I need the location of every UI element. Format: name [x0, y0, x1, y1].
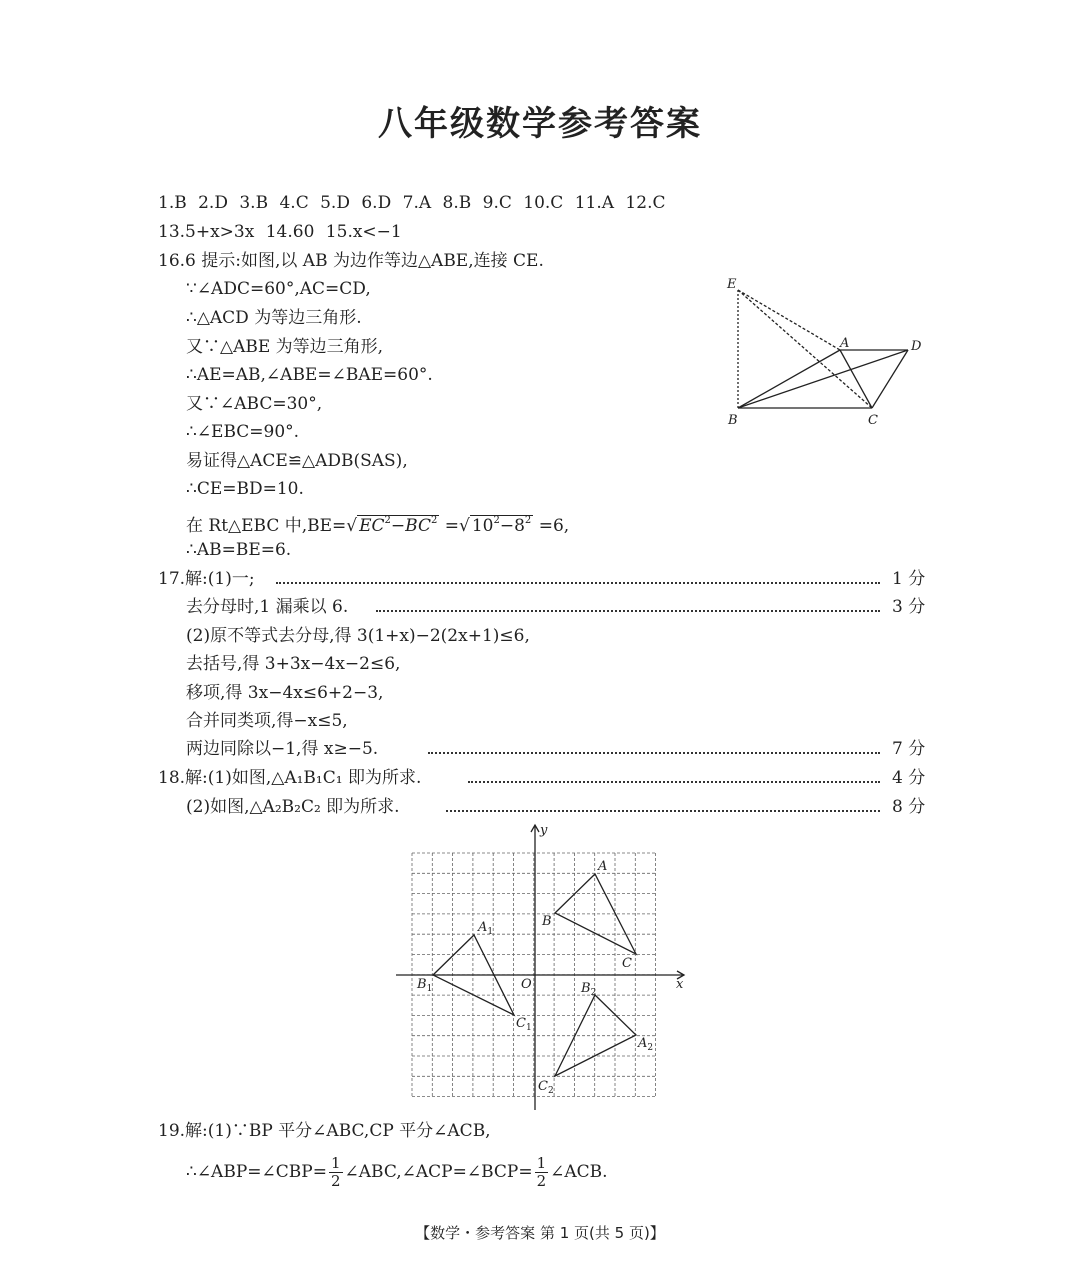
- q18-score-2: 8 分: [892, 797, 926, 817]
- q19-line-2-c: ∠ACB.: [550, 1162, 608, 1182]
- q16-line-6: ∴∠EBC=90°.: [186, 422, 300, 442]
- q16-line-1: ∵∠ADC=60°,AC=CD,: [186, 279, 371, 299]
- q16-rad1-bc: −BC: [390, 516, 431, 536]
- q19-line-2: [186, 1150, 608, 1194]
- q16-head: 16.6 提示:如图,以 AB 为边作等边△ABE,连接 CE.: [158, 251, 544, 271]
- q16-line-10: ∴AB=BE=6.: [186, 540, 292, 560]
- fraction-numerator: 1: [330, 1154, 341, 1172]
- dot-leader-3: [428, 752, 880, 754]
- q19-line-2-b: ∠ABC,∠ACP=∠BCP=: [344, 1162, 533, 1182]
- label-a2: $A_2$: [638, 1036, 654, 1053]
- q17-line-7: 两边同除以−1,得 x≥−5.: [186, 739, 379, 759]
- q16-line-5: 又∵∠ABC=30°,: [186, 394, 323, 414]
- q16-figure: [720, 272, 940, 432]
- page-footer: 【数学・参考答案 第 1 页(共 5 页)】: [415, 1224, 665, 1242]
- origin-label: O: [521, 977, 532, 992]
- label-b: B: [542, 914, 552, 929]
- label-b1: $B_1$: [417, 977, 433, 994]
- q18-score-1: 4 分: [892, 768, 926, 788]
- q16-rad1-exp1: 2: [384, 515, 391, 526]
- q16-line-3: 又∵△ABE 为等边三角形,: [186, 337, 384, 357]
- label-e: E: [727, 277, 737, 292]
- fraction-denominator: 2: [330, 1172, 341, 1190]
- q16-line-7: 易证得△ACE≌△ADB(SAS),: [186, 451, 408, 471]
- answers-row-2: 13.5+x>3x 14.60 15.x<−1: [158, 222, 402, 242]
- q17-line-1: 17.解:(1)一;: [158, 569, 255, 589]
- label-a: A: [598, 859, 608, 874]
- q17-score-7: 7 分: [892, 739, 926, 759]
- label-c2: $C_2$: [538, 1079, 554, 1096]
- label-b2: $B_2$: [581, 981, 597, 998]
- edge-ea: [738, 290, 840, 350]
- q17-line-2: 去分母时,1 漏乘以 6.: [186, 597, 349, 617]
- q16-rad2-8: −8: [499, 516, 525, 536]
- q16-radicand-1: [357, 515, 439, 536]
- dot-leader-2: [376, 610, 880, 612]
- q16-rad2-exp2: 2: [524, 515, 532, 526]
- edge-ac: [840, 350, 872, 408]
- q16-rad1-ec: EC: [359, 516, 385, 536]
- q16-line-2: ∴△ACD 为等边三角形.: [186, 308, 362, 328]
- y-axis-label: y: [540, 823, 548, 838]
- q16-radicand-2: [470, 515, 533, 536]
- q16-rad1-exp2: 2: [430, 515, 438, 526]
- q19-line-2-a: ∴∠ABP=∠CBP=: [186, 1162, 327, 1182]
- edge-ec: [738, 290, 872, 408]
- label-c: C: [868, 413, 878, 428]
- q18-coordinate-grid: [390, 820, 690, 1115]
- q16-rad2-10: 10: [471, 516, 494, 536]
- label-a1: $A_1$: [478, 920, 494, 937]
- q17-score-1: 1 分: [892, 569, 926, 589]
- page-title: 八年级数学参考答案: [378, 104, 702, 144]
- label-a: A: [840, 336, 850, 351]
- q16-line-9: [186, 510, 569, 537]
- q16-line-8: ∴CE=BD=10.: [186, 479, 304, 499]
- q18-line-2: (2)如图,△A₂B₂C₂ 即为所求.: [186, 797, 400, 817]
- fraction-half-2: [535, 1155, 549, 1190]
- q17-line-6: 合并同类项,得−x≤5,: [186, 711, 348, 731]
- label-b: B: [728, 413, 738, 428]
- q16-rad2-exp1: 2: [493, 515, 500, 526]
- dot-leader-4: [468, 781, 880, 783]
- fraction-half-1: [329, 1155, 343, 1190]
- q17-line-3: (2)原不等式去分母,得 3(1+x)−2(2x+1)≤6,: [186, 626, 530, 646]
- label-d: D: [911, 339, 922, 354]
- q18-line-1: 18.解:(1)如图,△A₁B₁C₁ 即为所求.: [158, 768, 422, 788]
- dot-leader-1: [276, 582, 880, 584]
- label-c1: $C_1$: [516, 1016, 532, 1033]
- fraction-denominator: 2: [536, 1172, 547, 1190]
- edge-dc: [872, 350, 908, 408]
- q16-line-4: ∴AE=AB,∠ABE=∠BAE=60°.: [186, 365, 433, 385]
- q17-line-4: 去括号,得 3+3x−4x−2≤6,: [186, 654, 401, 674]
- dot-leader-5: [446, 810, 880, 812]
- label-c: C: [622, 956, 632, 971]
- q17-line-5: 移项,得 3x−4x≤6+2−3,: [186, 683, 384, 703]
- answers-row-1: 1.B 2.D 3.B 4.C 5.D 6.D 7.A 8.B 9.C 10.C 11.A 12.C: [158, 193, 666, 213]
- q16-line-9-end: =6,: [533, 516, 570, 536]
- q16-line-9-eq: =√: [439, 516, 470, 536]
- fraction-numerator: 1: [536, 1154, 547, 1172]
- edge-bd: [738, 350, 908, 408]
- q16-line-9-a: 在 Rt△EBC 中,BE=√: [186, 516, 358, 536]
- q19-line-1: 19.解:(1)∵BP 平分∠ABC,CP 平分∠ACB,: [158, 1121, 491, 1141]
- q17-score-2: 3 分: [892, 597, 926, 617]
- x-axis-label: x: [676, 977, 684, 992]
